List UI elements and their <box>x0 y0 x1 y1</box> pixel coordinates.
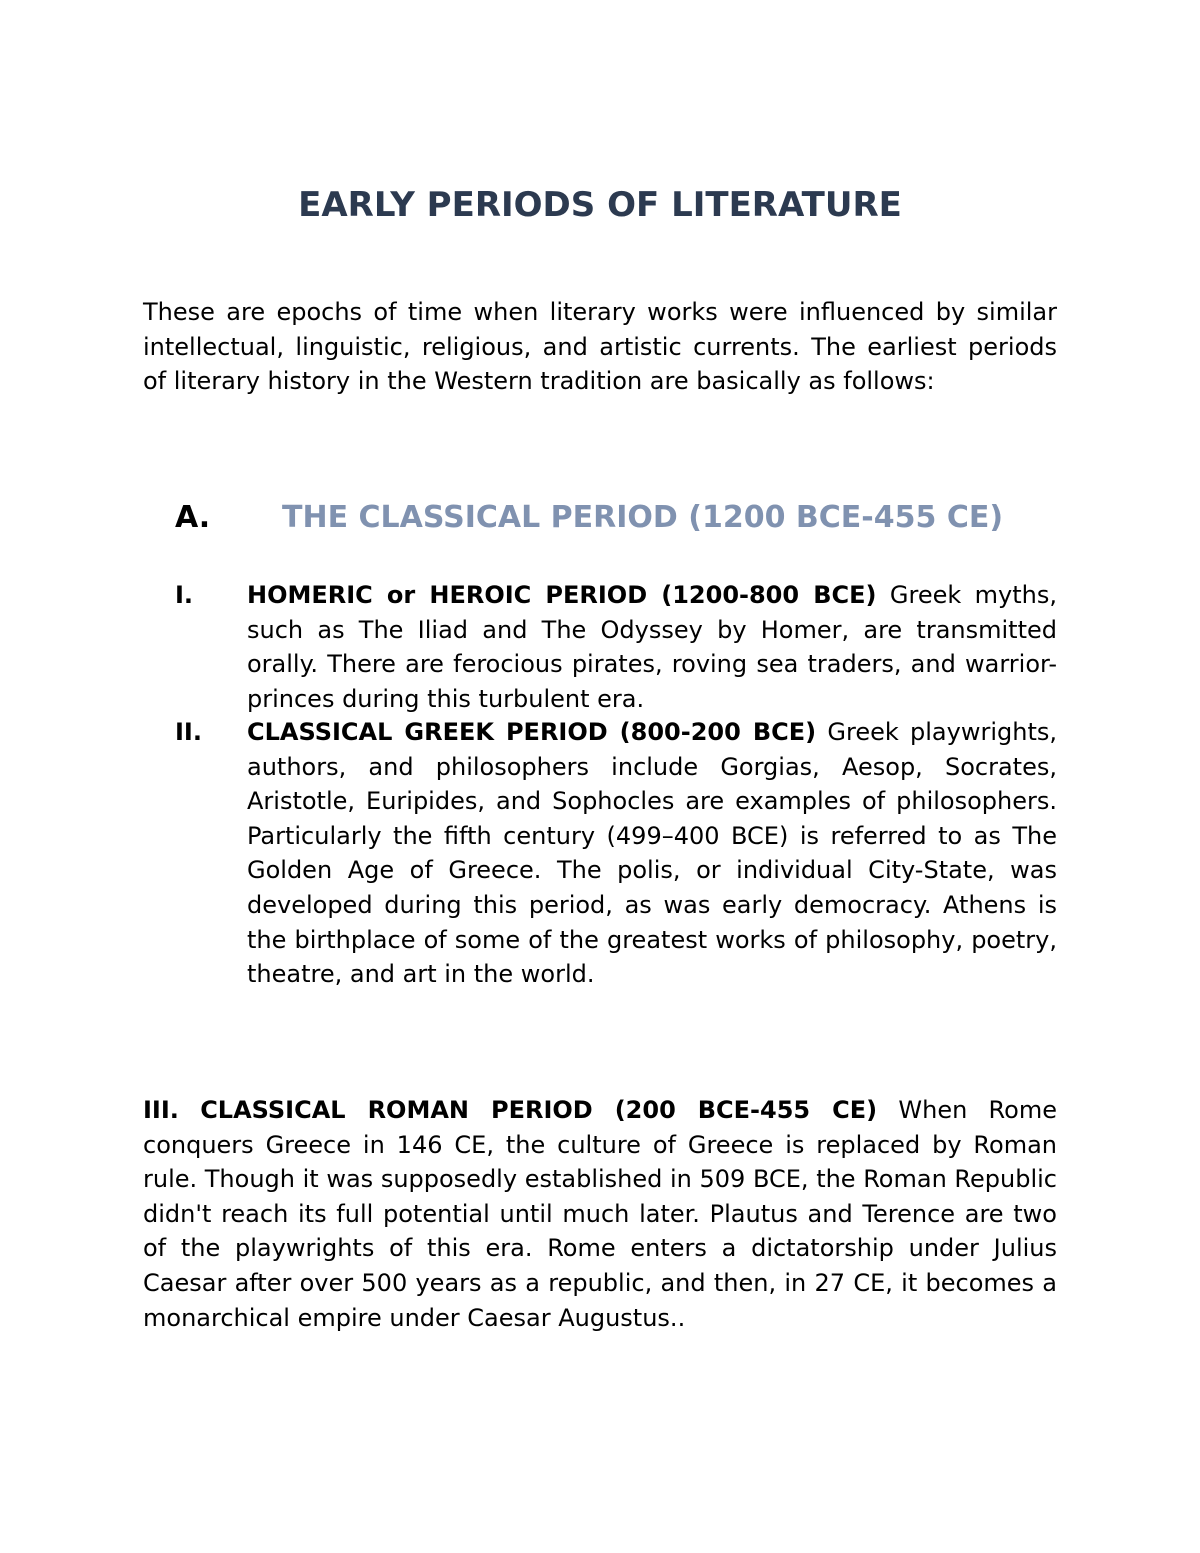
list-item-number: III. <box>143 1096 179 1124</box>
intro-paragraph: These are epochs of time when literary works were influenced by similar intellectual, linguistic, religious, and artistic currents. The earliest periods of literary history in the Western tradition are basically as follows: <box>143 298 1057 396</box>
list-item-classical-roman <box>143 1093 1057 1335</box>
list-item-text: Greek playwrights, authors, and philosophers include Gorgias, Aesop, Socrates, Aristotle, Euripides, and Sophocles are examples of philosophers. Particularly the fifth century (499–400 BCE) is referred to as The Golden Age of Greece. The polis, or individual City-State, was developed during this period, as was early democracy. Athens is the birthplace of some of the greatest works of philosophy, poetry, theatre, and art in the world. <box>247 718 1057 989</box>
section-heading-text: THE CLASSICAL PERIOD (1200 BCE-455 CE) <box>282 500 1004 535</box>
section-letter: A. <box>175 500 211 535</box>
list-item-text: When Rome conquers Greece in 146 CE, the culture of Greece is replaced by Roman rule. Though it was supposedly established in 509 BCE, the Roman Republic didn't reach its full potential until much later. Plautus and Terence are two of the playwrights of this era. Rome enters a dictatorship under Julius Caesar after over 500 years as a republic, and then, in 27 CE, it becomes a monarchical empire under Caesar Augustus.. <box>143 1096 1057 1332</box>
list-item-number: I. <box>175 581 194 609</box>
list-item-number: II. <box>175 718 202 746</box>
list-item-body <box>247 715 1057 992</box>
list-item-body <box>247 578 1057 716</box>
list-item-heading: HOMERIC or HEROIC PERIOD (1200-800 BCE) <box>247 581 877 609</box>
list-item-text: Greek myths, such as The Iliad and The Odyssey by Homer, are transmitted orally. There are ferocious pirates, roving sea traders, and warrior-princes during this turbulent era. <box>247 581 1057 713</box>
document-title: EARLY PERIODS OF LITERATURE <box>298 185 902 225</box>
list-item-heading: CLASSICAL ROMAN PERIOD (200 BCE-455 CE) <box>200 1096 878 1124</box>
list-item-heading: CLASSICAL GREEK PERIOD (800-200 BCE) <box>247 718 817 746</box>
